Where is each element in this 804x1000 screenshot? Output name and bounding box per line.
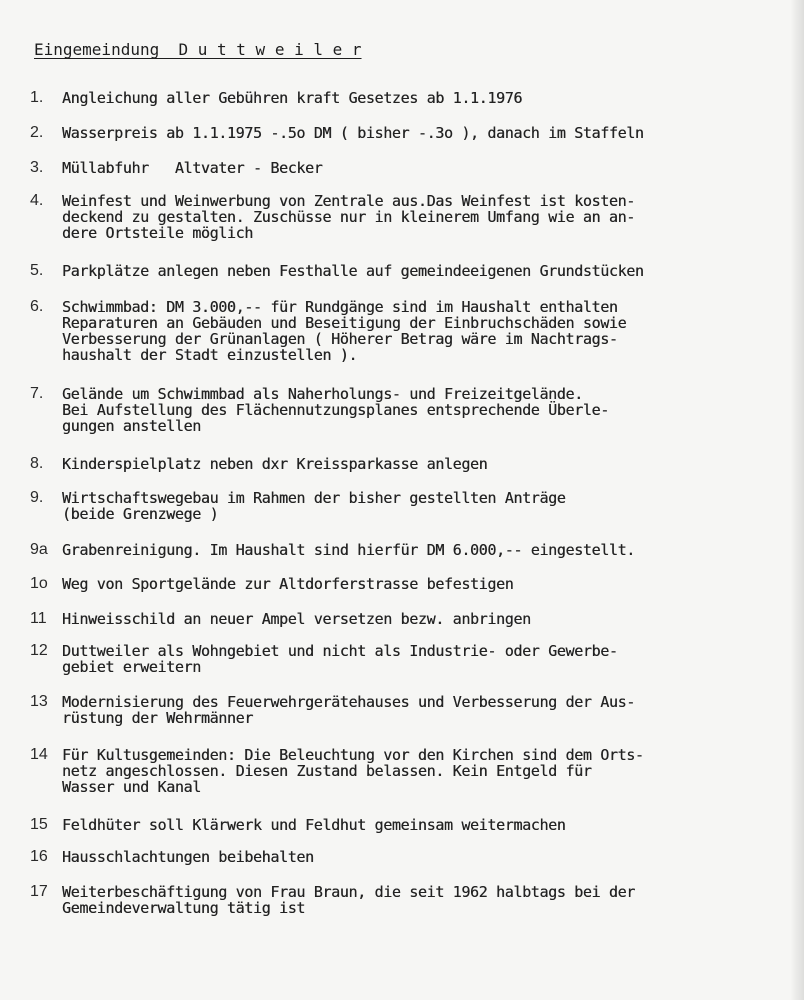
item-text: Hinweisschild an neuer Ampel versetzen bezw. anbringen — [62, 610, 531, 628]
item-text: Grabenreinigung. Im Haushalt sind hierfür DM 6.000,-- eingestellt. — [62, 541, 635, 559]
item-text: Duttweiler als Wohngebiet und nicht als Industrie- oder Gewerbe- gebiet erweitern — [62, 642, 618, 676]
item-number: 6. — [30, 298, 44, 315]
item-text: Gelände um Schwimmbad als Naherholungs- und Freizeitgelände. Bei Aufstellung des Flächennutzungsplanes entsprechende Überle- gungen anstellen — [62, 385, 609, 435]
item-number: 3. — [30, 159, 44, 176]
item-number: 4. — [30, 192, 44, 209]
item-number: 14 — [30, 746, 48, 763]
list-item-6 — [30, 299, 798, 363]
item-text: Weiterbeschäftigung von Frau Braun, die seit 1962 halbtags bei der Gemeindeverwaltung tätig ist — [62, 883, 635, 917]
list-item-9a — [30, 542, 798, 558]
list-item-5 — [30, 263, 798, 279]
item-number: 13 — [30, 693, 48, 710]
list-item-10 — [30, 576, 798, 592]
item-number: 9a — [30, 541, 48, 558]
list-item-9 — [30, 490, 798, 522]
item-text: Hausschlachtungen beibehalten — [62, 848, 314, 866]
list-item-11 — [30, 611, 798, 627]
item-text: Parkplätze anlegen neben Festhalle auf gemeindeeigenen Grundstücken — [62, 262, 644, 280]
item-text: Wirtschaftswegebau im Rahmen der bisher gestellten Anträge (beide Grenzwege ) — [62, 489, 566, 523]
item-text: Modernisierung des Feuerwehrgerätehauses und Verbesserung der Aus- rüstung der Wehrmänner — [62, 693, 635, 727]
item-number: 7. — [30, 385, 44, 402]
list-item-14 — [30, 747, 798, 795]
item-number: 1o — [30, 575, 48, 592]
item-text: Angleichung aller Gebühren kraft Gesetzes ab 1.1.1976 — [62, 89, 523, 107]
item-number: 2. — [30, 124, 44, 141]
document-title: Eingemeindung D u t t w e i l e r — [34, 40, 362, 59]
item-number: 17 — [30, 883, 48, 900]
item-number: 9. — [30, 489, 44, 506]
list-item-8 — [30, 456, 798, 472]
item-number: 15 — [30, 816, 48, 833]
list-item-3 — [30, 160, 798, 176]
item-number: 5. — [30, 262, 44, 279]
item-text: Wasserpreis ab 1.1.1975 -.5o DM ( bisher -.3o ), danach im Staffeln — [62, 124, 644, 142]
item-number: 11 — [30, 610, 47, 627]
item-text: Weg von Sportgelände zur Altdorferstrasse befestigen — [62, 575, 514, 593]
list-item-17 — [30, 884, 798, 916]
item-text: Schwimmbad: DM 3.000,-- für Rundgänge sind im Haushalt enthalten Reparaturen an Gebäuden und Beseitigung der Einbruchschäden sowie Verbesserung der Grünanlagen ( Höherer Betrag wäre im Nachtrags- haushalt der Stadt einzustellen ). — [62, 298, 627, 364]
item-number: 1. — [30, 89, 44, 106]
item-number: 16 — [30, 848, 48, 865]
list-item-13 — [30, 694, 798, 726]
list-item-12 — [30, 643, 798, 675]
list-item-16 — [30, 849, 798, 865]
list-item-15 — [30, 817, 798, 833]
item-number: 8. — [30, 455, 44, 472]
list-item-4 — [30, 193, 798, 241]
list-item-7 — [30, 386, 798, 434]
item-text: Kinderspielplatz neben dxr Kreissparkasse anlegen — [62, 455, 488, 473]
item-text: Müllabfuhr Altvater - Becker — [62, 159, 323, 177]
item-text: Weinfest und Weinwerbung von Zentrale aus.Das Weinfest ist kosten- deckend zu gestalten. Zuschüsse nur in kleinerem Umfang wie an an- dere Ortsteile möglich — [62, 192, 635, 242]
item-number: 12 — [30, 642, 48, 659]
item-text: Für Kultusgemeinden: Die Beleuchtung vor den Kirchen sind dem Orts- netz angeschlossen. Diesen Zustand belassen. Kein Entgeld für Wasser und Kanal — [62, 746, 644, 796]
item-text: Feldhüter soll Klärwerk und Feldhut gemeinsam weitermachen — [62, 816, 566, 834]
list-item-1 — [30, 90, 798, 106]
list-item-2 — [30, 125, 798, 141]
